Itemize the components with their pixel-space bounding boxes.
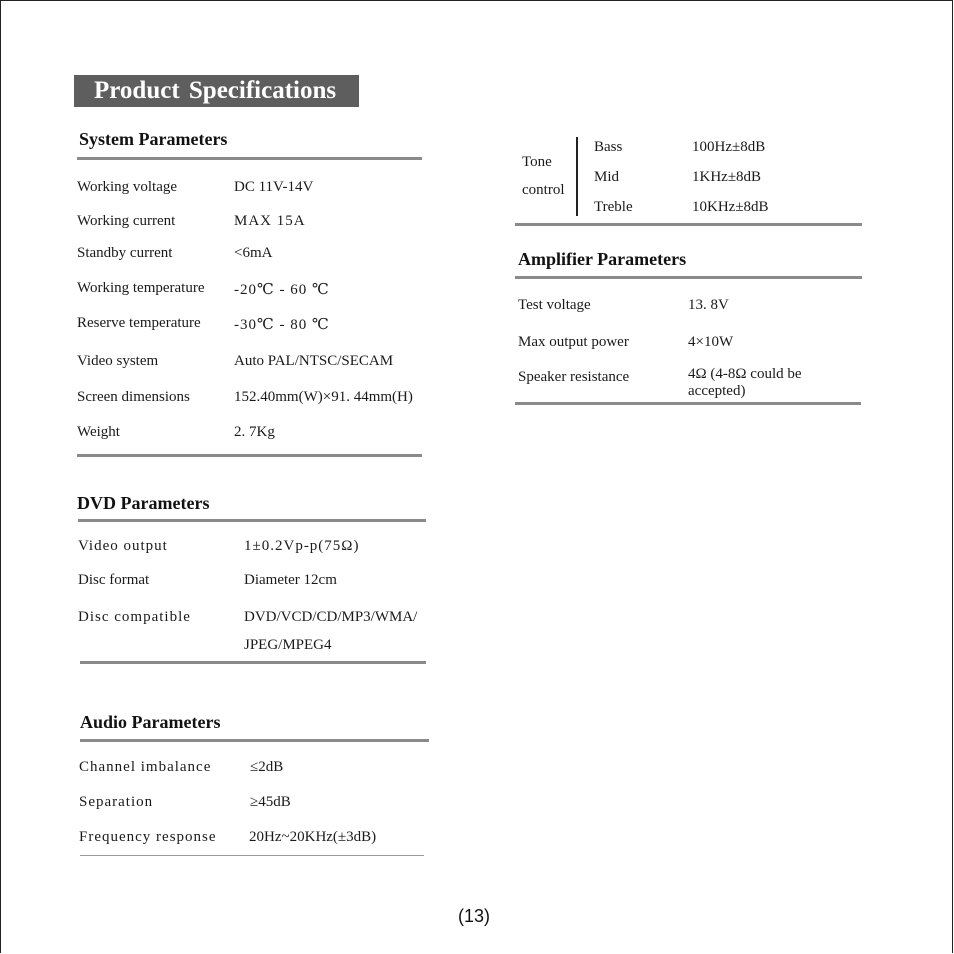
spec-value-continued: accepted)	[688, 383, 746, 399]
tone-control-label: Tone	[522, 154, 552, 170]
spec-label: Working temperature	[77, 280, 205, 296]
spec-label: Treble	[594, 199, 633, 215]
spec-label: Mid	[594, 169, 620, 185]
spec-label: Speaker resistance	[518, 369, 630, 385]
amplifier-parameters-heading: Amplifier Parameters	[518, 249, 687, 269]
audio-bottom-rule	[80, 855, 424, 856]
spec-value: -20℃ - 60 ℃	[234, 282, 330, 298]
spec-label: Disc compatible	[78, 609, 191, 625]
spec-value: 1KHz±8dB	[692, 169, 762, 185]
spec-value: ≤2dB	[250, 759, 284, 775]
audio-parameters-heading: Audio Parameters	[80, 712, 221, 732]
spec-value: 20Hz~20KHz(±3dB)	[249, 829, 377, 845]
spec-label: Channel imbalance	[79, 759, 212, 775]
spec-value: 4×10W	[688, 334, 734, 350]
spec-value: 1±0.2Vp-p(75Ω)	[244, 538, 360, 554]
spec-label: Test voltage	[518, 297, 591, 313]
spec-value: DC 11V-14V	[234, 179, 314, 195]
system-parameters-heading: System Parameters	[79, 129, 228, 149]
spec-label: Weight	[77, 424, 120, 440]
spec-value: -30℃ - 80 ℃	[234, 317, 330, 333]
spec-value: MAX 15A	[234, 213, 306, 229]
spec-label: Disc format	[78, 572, 150, 588]
spec-value: ≥45dB	[250, 794, 291, 810]
dvd-top-rule	[78, 519, 426, 522]
spec-value: 2. 7Kg	[234, 424, 275, 440]
spec-label: Working current	[77, 213, 176, 229]
spec-label: Video output	[78, 538, 168, 554]
tone-control-label: control	[522, 182, 565, 198]
spec-label: Video system	[77, 353, 159, 369]
spec-label: Reserve temperature	[77, 315, 201, 331]
audio-top-rule	[80, 739, 429, 742]
system-bottom-rule	[77, 454, 422, 457]
dvd-bottom-rule	[80, 661, 426, 664]
page-number: (13)	[458, 906, 491, 926]
dvd-parameters-heading: DVD Parameters	[77, 493, 210, 513]
spec-value: 4Ω (4-8Ω could be	[688, 366, 802, 382]
spec-label: Separation	[79, 794, 154, 810]
spec-label: Bass	[594, 139, 623, 155]
spec-value: Auto PAL/NTSC/SECAM	[234, 353, 394, 369]
spec-value: 152.40mm(W)×91. 44mm(H)	[234, 389, 413, 405]
page-title: Product Specifications	[74, 75, 359, 107]
tone-bottom-rule	[515, 223, 862, 226]
spec-label: Screen dimensions	[77, 389, 190, 405]
spec-value: 10KHz±8dB	[692, 199, 769, 215]
spec-label: Max output power	[518, 334, 629, 350]
system-top-rule	[77, 157, 422, 160]
spec-value: 13. 8V	[688, 297, 729, 313]
spec-label: Working voltage	[77, 179, 178, 195]
tone-divider	[576, 137, 578, 216]
spec-value: Diameter 12cm	[244, 572, 337, 588]
spec-label: Standby current	[77, 245, 173, 261]
amplifier-bottom-rule	[515, 402, 861, 405]
spec-value: <6mA	[234, 245, 273, 261]
spec-value-continued: JPEG/MPEG4	[244, 637, 332, 653]
spec-value: DVD/VCD/CD/MP3/WMA/	[244, 609, 418, 625]
amplifier-top-rule	[515, 276, 862, 279]
spec-label: Frequency response	[79, 829, 217, 845]
spec-value: 100Hz±8dB	[692, 139, 766, 155]
